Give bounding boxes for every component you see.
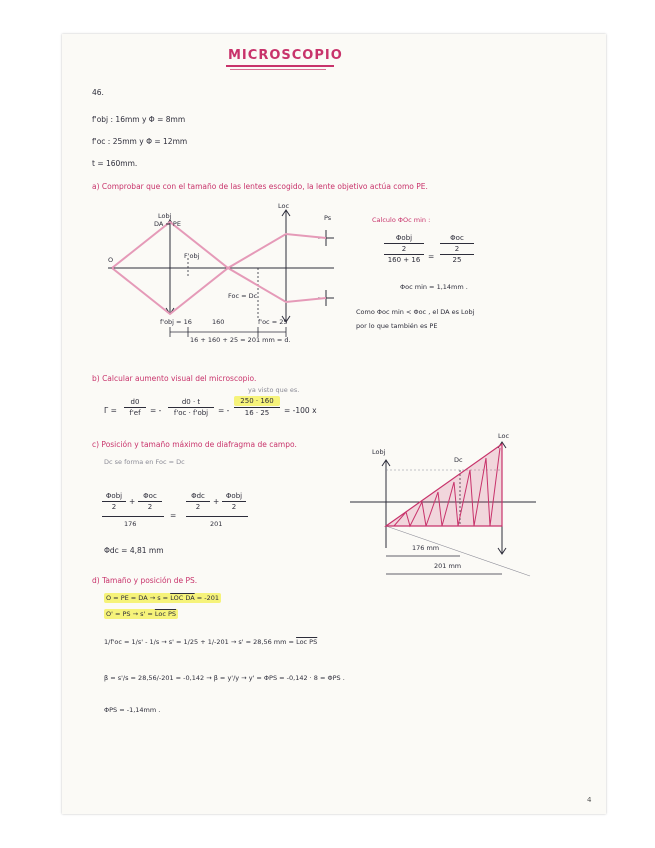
c-frac1-den: 176 xyxy=(124,520,137,528)
label-seg2: 160 xyxy=(212,318,225,326)
gamma-frac-3-line xyxy=(234,407,280,408)
c-frac2b-num: Φobj xyxy=(225,492,243,500)
c-frac1a xyxy=(102,492,126,511)
frac-left-line-2 xyxy=(384,254,424,255)
c-frac2a xyxy=(186,492,210,511)
frac-fef: f'ef xyxy=(129,409,141,417)
problem-number: 46. xyxy=(92,88,104,97)
c-frac1a-num2: 2 xyxy=(111,503,117,511)
c-result: Φdc = 4,81 mm xyxy=(104,546,164,555)
d-line-1-c: = -201 xyxy=(196,594,219,602)
label-foc-mark: Foc = Dc xyxy=(228,292,258,300)
given-foc: f'oc : 25mm y Φ = 12mm xyxy=(92,137,188,146)
given-t: t = 160mm. xyxy=(92,159,138,168)
notebook-page xyxy=(62,34,606,814)
part-c-heading: c) Posición y tamaño máximo de diafragma de campo. xyxy=(92,440,297,449)
d-line-2-a: O' = PS → s' = xyxy=(106,610,153,618)
c-eq: = xyxy=(170,511,177,520)
part-d-heading: d) Tamaño y posición de PS. xyxy=(92,576,198,585)
frac-right-line-2 xyxy=(440,254,474,255)
calc-frac-left xyxy=(384,234,424,264)
c-frac2-den: 201 xyxy=(210,520,223,528)
frac-right-line xyxy=(440,243,474,244)
lens-system-diagram xyxy=(108,202,348,352)
frac-den: 16 · 25 xyxy=(244,409,270,417)
frac-left-num: Φobj xyxy=(395,234,413,242)
gamma-result: = -100 x xyxy=(284,406,317,415)
c-frac1a-line xyxy=(102,501,126,502)
gamma-frac-1 xyxy=(124,398,146,417)
c-frac2b-num2: 2 xyxy=(231,503,237,511)
title-underline xyxy=(226,65,334,67)
page-number: 4 xyxy=(587,796,592,804)
c-frac2a-line xyxy=(186,501,210,502)
part-a-heading: a) Comprobar que con el tamaño de las lentes escogido, la lente objetivo actúa como PE. xyxy=(92,182,428,191)
c-label-dc: Dc xyxy=(454,456,463,464)
d-line-1-b: LOC DA xyxy=(170,594,195,602)
c-frac2-plus: + xyxy=(213,497,220,506)
d-lens-equation xyxy=(104,638,317,646)
calc-label: Calculo ΦOc min : xyxy=(372,216,431,224)
part-b-heading: b) Calcular aumento visual del microscopio. xyxy=(92,374,257,383)
label-seg3: f'oc = 25 xyxy=(258,318,288,326)
c-frac1b xyxy=(138,492,162,511)
part-b-note: ya visto que es. xyxy=(248,386,300,394)
page-title: MICROSCOPIO xyxy=(228,48,343,63)
gamma-lhs: Γ = xyxy=(104,406,117,415)
d-line-2-b: Loc PS xyxy=(154,610,177,618)
title-underline-2 xyxy=(230,69,326,70)
label-seg1: f'obj = 16 xyxy=(160,318,192,326)
c-label-lobj: Lobj xyxy=(372,448,386,456)
c-label-loc: Loc xyxy=(498,432,510,440)
conclusion-line-2: por lo que también es PE xyxy=(356,322,438,330)
frac-foc-fobj: f'oc · f'obj xyxy=(173,409,209,417)
label-ps: Ps xyxy=(324,214,332,222)
c-frac1b-line xyxy=(138,501,162,502)
calc-result: Φoc min = 1,14mm . xyxy=(400,283,468,291)
conclusion-line-1: Como Φoc min < Φoc , el DA es Lobj xyxy=(356,308,475,316)
c-frac1b-num: Φoc xyxy=(143,492,157,500)
gamma-frac-2 xyxy=(168,398,214,417)
d-result: ΦPS = -1,14mm . xyxy=(104,706,161,714)
d-line-1-highlight xyxy=(104,593,221,603)
label-total: 16 + 160 + 25 = 201 mm = d. xyxy=(190,336,291,344)
part-c-note: Dc se forma en Foc = Dc xyxy=(104,458,185,466)
frac-right-num: Φoc xyxy=(450,234,464,242)
frac-right-num2: 2 xyxy=(454,245,460,253)
calc-equals: = xyxy=(428,252,435,261)
d-line-2-highlight xyxy=(104,609,178,619)
frac-num-highlighted: 250 · 160 xyxy=(234,396,280,406)
label-o: O xyxy=(108,256,114,264)
frac-left-num2: 2 xyxy=(401,245,407,253)
d-lens-equation-end: Loc PS xyxy=(296,638,318,646)
frac-d0: d0 xyxy=(130,398,140,406)
label-loc: Loc xyxy=(278,202,290,210)
c-frac2-bar xyxy=(186,516,248,517)
gamma-frac-3 xyxy=(234,396,280,417)
d-beta-line: β = s'/s = 28,56/-201 = -0,142 → β = y'/y → y' = ΦPS = -0,142 · 8 = ΦPS . xyxy=(104,674,345,682)
calc-frac-right xyxy=(440,234,474,264)
c-label-201: 201 mm xyxy=(434,562,462,570)
c-frac2a-num2: 2 xyxy=(195,503,201,511)
label-da-pe: DA = PE xyxy=(154,220,181,228)
c-frac1a-num: Φobj xyxy=(105,492,123,500)
gamma-eq1: = - xyxy=(150,406,162,415)
label-fobj-mark: F'obj xyxy=(184,252,200,260)
c-frac1b-num2: 2 xyxy=(147,503,153,511)
gamma-frac-1-line xyxy=(124,407,146,408)
c-frac1-plus: + xyxy=(129,497,136,506)
c-frac2b-line xyxy=(222,501,246,502)
given-fobj: f'obj : 16mm y Φ = 8mm xyxy=(92,115,186,124)
frac-d0t: d0 · t xyxy=(181,398,201,406)
frac-left-den: 160 + 16 xyxy=(387,256,421,264)
c-label-176: 176 mm xyxy=(412,544,440,552)
d-line-1-a: O = PE = DA → s = xyxy=(106,594,169,602)
c-frac2a-num: Φdc xyxy=(191,492,205,500)
c-frac2b xyxy=(222,492,246,511)
d-line-1 xyxy=(104,594,221,602)
d-lens-equation-text: 1/f'oc = 1/s' - 1/s → s' = 1/25 + 1/-201 → s' = 28,56 mm = xyxy=(104,638,294,646)
c-frac1-bar xyxy=(102,516,164,517)
d-line-2 xyxy=(104,610,178,618)
frac-right-den: 25 xyxy=(452,256,462,264)
gamma-eq2: = - xyxy=(218,406,230,415)
frac-left-line xyxy=(384,243,424,244)
gamma-frac-2-line xyxy=(168,407,214,408)
label-lobj: Lobj xyxy=(158,212,172,220)
